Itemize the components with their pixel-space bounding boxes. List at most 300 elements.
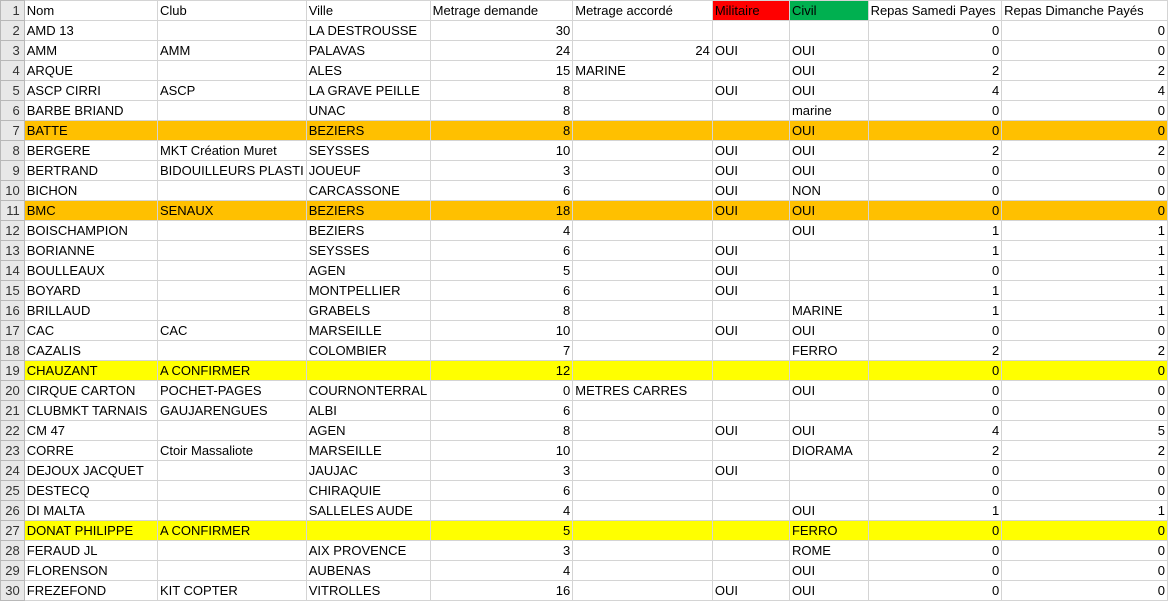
cell-repas-dimanche[interactable]: 1 [1002,241,1168,261]
cell-militaire[interactable]: OUI [712,141,789,161]
cell-repas-dimanche[interactable]: 5 [1002,421,1168,441]
cell-civil[interactable]: OUI [789,581,868,601]
cell-ville[interactable]: VITROLLES [306,581,430,601]
cell-militaire[interactable]: OUI [712,81,789,101]
cell-club[interactable] [157,461,306,481]
cell-repas-samedi[interactable]: 0 [868,161,1002,181]
cell-repas-dimanche[interactable]: 0 [1002,541,1168,561]
row-number[interactable]: 13 [1,241,25,261]
header-repas-dimanche[interactable]: Repas Dimanche Payés [1002,1,1168,21]
row-number[interactable]: 10 [1,181,25,201]
cell-ville[interactable]: BEZIERS [306,121,430,141]
cell-repas-samedi[interactable]: 0 [868,561,1002,581]
header-club[interactable]: Club [157,1,306,21]
cell-repas-dimanche[interactable]: 1 [1002,501,1168,521]
cell-club[interactable]: POCHET-PAGES [157,381,306,401]
cell-militaire[interactable] [712,221,789,241]
cell-metrage-demande[interactable]: 6 [430,401,573,421]
row-number[interactable]: 16 [1,301,25,321]
cell-nom[interactable]: DI MALTA [24,501,157,521]
cell-metrage-demande[interactable]: 7 [430,341,573,361]
cell-ville[interactable]: SEYSSES [306,241,430,261]
cell-civil[interactable]: OUI [789,381,868,401]
cell-repas-samedi[interactable]: 2 [868,441,1002,461]
cell-civil[interactable]: OUI [789,41,868,61]
cell-civil[interactable]: OUI [789,161,868,181]
cell-club[interactable] [157,421,306,441]
cell-militaire[interactable]: OUI [712,321,789,341]
cell-club[interactable] [157,21,306,41]
cell-metrage-accorde[interactable] [573,321,713,341]
cell-militaire[interactable]: OUI [712,461,789,481]
cell-club[interactable]: GAUJARENGUES [157,401,306,421]
cell-ville[interactable]: AGEN [306,421,430,441]
cell-nom[interactable]: ARQUE [24,61,157,81]
cell-ville[interactable]: JAUJAC [306,461,430,481]
cell-militaire[interactable]: OUI [712,41,789,61]
cell-ville[interactable]: JOUEUF [306,161,430,181]
cell-ville[interactable]: SEYSSES [306,141,430,161]
header-ville[interactable]: Ville [306,1,430,21]
cell-club[interactable] [157,341,306,361]
cell-metrage-demande[interactable]: 4 [430,561,573,581]
cell-civil[interactable] [789,21,868,41]
cell-repas-dimanche[interactable]: 0 [1002,401,1168,421]
cell-repas-dimanche[interactable]: 0 [1002,161,1168,181]
cell-ville[interactable]: BEZIERS [306,201,430,221]
cell-militaire[interactable] [712,521,789,541]
cell-metrage-demande[interactable]: 6 [430,181,573,201]
cell-club[interactable] [157,301,306,321]
cell-metrage-demande[interactable]: 30 [430,21,573,41]
cell-ville[interactable]: ALES [306,61,430,81]
cell-metrage-demande[interactable]: 10 [430,321,573,341]
cell-repas-dimanche[interactable]: 1 [1002,281,1168,301]
cell-repas-samedi[interactable]: 0 [868,321,1002,341]
cell-repas-dimanche[interactable]: 0 [1002,101,1168,121]
cell-nom[interactable]: BOULLEAUX [24,261,157,281]
cell-repas-samedi[interactable]: 0 [868,521,1002,541]
cell-civil[interactable]: OUI [789,81,868,101]
cell-repas-dimanche[interactable]: 1 [1002,301,1168,321]
cell-club[interactable]: CAC [157,321,306,341]
cell-ville[interactable]: COURNONTERRAL [306,381,430,401]
cell-militaire[interactable] [712,381,789,401]
cell-club[interactable] [157,221,306,241]
cell-club[interactable] [157,541,306,561]
cell-nom[interactable]: BRILLAUD [24,301,157,321]
cell-militaire[interactable]: OUI [712,281,789,301]
cell-metrage-accorde[interactable] [573,361,713,381]
row-number[interactable]: 18 [1,341,25,361]
cell-nom[interactable]: DEJOUX JACQUET [24,461,157,481]
cell-repas-dimanche[interactable]: 0 [1002,521,1168,541]
row-number[interactable]: 2 [1,21,25,41]
cell-repas-dimanche[interactable]: 0 [1002,381,1168,401]
row-number[interactable]: 25 [1,481,25,501]
cell-club[interactable] [157,561,306,581]
cell-ville[interactable]: LA DESTROUSSE [306,21,430,41]
cell-repas-samedi[interactable]: 2 [868,61,1002,81]
cell-nom[interactable]: CIRQUE CARTON [24,381,157,401]
cell-metrage-demande[interactable]: 18 [430,201,573,221]
cell-repas-samedi[interactable]: 0 [868,201,1002,221]
cell-ville[interactable]: CARCASSONE [306,181,430,201]
cell-repas-samedi[interactable]: 4 [868,421,1002,441]
cell-repas-samedi[interactable]: 0 [868,461,1002,481]
cell-metrage-accorde[interactable] [573,241,713,261]
cell-ville[interactable]: BEZIERS [306,221,430,241]
cell-militaire[interactable] [712,441,789,461]
cell-militaire[interactable] [712,121,789,141]
cell-nom[interactable]: CORRE [24,441,157,461]
cell-club[interactable]: KIT COPTER [157,581,306,601]
cell-club[interactable] [157,241,306,261]
row-number[interactable]: 5 [1,81,25,101]
cell-metrage-accorde[interactable] [573,161,713,181]
cell-metrage-demande[interactable]: 8 [430,421,573,441]
cell-metrage-accorde[interactable] [573,341,713,361]
cell-militaire[interactable] [712,301,789,321]
cell-nom[interactable]: BERTRAND [24,161,157,181]
cell-militaire[interactable]: OUI [712,181,789,201]
cell-militaire[interactable]: OUI [712,241,789,261]
cell-metrage-accorde[interactable] [573,401,713,421]
row-number[interactable]: 29 [1,561,25,581]
cell-club[interactable]: A CONFIRMER [157,361,306,381]
row-number[interactable]: 4 [1,61,25,81]
cell-militaire[interactable] [712,481,789,501]
header-repas-samedi[interactable]: Repas Samedi Payes [868,1,1002,21]
cell-metrage-accorde[interactable] [573,281,713,301]
cell-militaire[interactable]: OUI [712,581,789,601]
cell-civil[interactable]: OUI [789,141,868,161]
cell-repas-samedi[interactable]: 2 [868,141,1002,161]
row-number[interactable]: 17 [1,321,25,341]
cell-ville[interactable] [306,361,430,381]
cell-repas-samedi[interactable]: 0 [868,581,1002,601]
cell-civil[interactable]: MARINE [789,301,868,321]
cell-metrage-demande[interactable]: 3 [430,461,573,481]
cell-club[interactable] [157,121,306,141]
cell-ville[interactable]: PALAVAS [306,41,430,61]
cell-civil[interactable]: OUI [789,61,868,81]
cell-club[interactable] [157,481,306,501]
cell-metrage-accorde[interactable] [573,121,713,141]
cell-ville[interactable]: MARSEILLE [306,441,430,461]
cell-repas-samedi[interactable]: 0 [868,121,1002,141]
cell-civil[interactable] [789,401,868,421]
cell-nom[interactable]: CHAUZANT [24,361,157,381]
cell-metrage-demande[interactable]: 6 [430,481,573,501]
cell-metrage-demande[interactable]: 10 [430,141,573,161]
cell-ville[interactable]: LA GRAVE PEILLE [306,81,430,101]
cell-ville[interactable]: SALLELES AUDE [306,501,430,521]
cell-ville[interactable]: GRABELS [306,301,430,321]
row-number[interactable]: 28 [1,541,25,561]
cell-nom[interactable]: BERGERE [24,141,157,161]
cell-nom[interactable]: FLORENSON [24,561,157,581]
cell-club[interactable]: BIDOUILLEURS PLASTI [157,161,306,181]
cell-metrage-accorde[interactable] [573,101,713,121]
cell-civil[interactable]: marine [789,101,868,121]
cell-civil[interactable] [789,281,868,301]
cell-ville[interactable]: AUBENAS [306,561,430,581]
cell-repas-dimanche[interactable]: 0 [1002,181,1168,201]
cell-metrage-demande[interactable]: 8 [430,81,573,101]
cell-metrage-demande[interactable]: 4 [430,501,573,521]
cell-club[interactable] [157,501,306,521]
cell-civil[interactable]: OUI [789,561,868,581]
cell-repas-samedi[interactable]: 1 [868,281,1002,301]
cell-nom[interactable]: AMD 13 [24,21,157,41]
cell-repas-dimanche[interactable]: 0 [1002,561,1168,581]
cell-civil[interactable]: ROME [789,541,868,561]
row-number[interactable]: 22 [1,421,25,441]
cell-repas-samedi[interactable]: 1 [868,301,1002,321]
cell-metrage-demande[interactable]: 5 [430,521,573,541]
header-metrage-demande[interactable]: Metrage demande [430,1,573,21]
cell-ville[interactable]: ALBI [306,401,430,421]
cell-repas-dimanche[interactable]: 0 [1002,41,1168,61]
cell-metrage-accorde[interactable] [573,81,713,101]
row-number[interactable]: 7 [1,121,25,141]
cell-repas-dimanche[interactable]: 1 [1002,221,1168,241]
row-number[interactable]: 12 [1,221,25,241]
cell-metrage-accorde[interactable] [573,581,713,601]
row-number[interactable]: 30 [1,581,25,601]
cell-repas-samedi[interactable]: 0 [868,101,1002,121]
cell-repas-dimanche[interactable]: 0 [1002,361,1168,381]
cell-club[interactable]: SENAUX [157,201,306,221]
cell-club[interactable]: MKT Création Muret [157,141,306,161]
cell-civil[interactable] [789,261,868,281]
cell-militaire[interactable] [712,501,789,521]
header-nom[interactable]: Nom [24,1,157,21]
cell-repas-dimanche[interactable]: 0 [1002,21,1168,41]
cell-militaire[interactable] [712,401,789,421]
cell-metrage-accorde[interactable] [573,21,713,41]
cell-metrage-demande[interactable]: 24 [430,41,573,61]
cell-ville[interactable] [306,521,430,541]
cell-repas-dimanche[interactable]: 0 [1002,201,1168,221]
cell-ville[interactable]: UNAC [306,101,430,121]
cell-metrage-accorde[interactable] [573,201,713,221]
cell-nom[interactable]: DESTECQ [24,481,157,501]
cell-metrage-accorde[interactable] [573,441,713,461]
cell-repas-samedi[interactable]: 2 [868,341,1002,361]
cell-metrage-accorde[interactable] [573,501,713,521]
cell-repas-samedi[interactable]: 0 [868,261,1002,281]
cell-militaire[interactable] [712,61,789,81]
row-number[interactable]: 14 [1,261,25,281]
cell-repas-samedi[interactable]: 0 [868,181,1002,201]
row-number[interactable]: 15 [1,281,25,301]
cell-nom[interactable]: AMM [24,41,157,61]
cell-metrage-accorde[interactable] [573,141,713,161]
cell-repas-samedi[interactable]: 0 [868,481,1002,501]
cell-metrage-accorde[interactable] [573,521,713,541]
cell-repas-samedi[interactable]: 0 [868,361,1002,381]
cell-repas-samedi[interactable]: 0 [868,381,1002,401]
cell-metrage-demande[interactable]: 6 [430,241,573,261]
cell-civil[interactable]: OUI [789,421,868,441]
cell-repas-dimanche[interactable]: 1 [1002,261,1168,281]
cell-ville[interactable]: MARSEILLE [306,321,430,341]
cell-civil[interactable] [789,481,868,501]
cell-repas-dimanche[interactable]: 2 [1002,341,1168,361]
cell-repas-samedi[interactable]: 0 [868,21,1002,41]
cell-repas-samedi[interactable]: 0 [868,541,1002,561]
cell-civil[interactable]: OUI [789,121,868,141]
cell-militaire[interactable] [712,541,789,561]
row-number[interactable]: 3 [1,41,25,61]
cell-repas-dimanche[interactable]: 4 [1002,81,1168,101]
cell-nom[interactable]: BOYARD [24,281,157,301]
cell-club[interactable] [157,101,306,121]
cell-nom[interactable]: CAC [24,321,157,341]
cell-club[interactable]: Ctoir Massaliote [157,441,306,461]
cell-civil[interactable]: DIORAMA [789,441,868,461]
cell-ville[interactable]: COLOMBIER [306,341,430,361]
cell-ville[interactable]: AIX PROVENCE [306,541,430,561]
cell-repas-dimanche[interactable]: 2 [1002,441,1168,461]
cell-club[interactable]: AMM [157,41,306,61]
cell-metrage-accorde[interactable] [573,181,713,201]
row-number[interactable]: 20 [1,381,25,401]
cell-metrage-accorde[interactable] [573,221,713,241]
cell-metrage-demande[interactable]: 0 [430,381,573,401]
header-militaire[interactable]: Militaire [712,1,789,21]
cell-ville[interactable]: AGEN [306,261,430,281]
cell-militaire[interactable]: OUI [712,201,789,221]
cell-civil[interactable]: OUI [789,221,868,241]
cell-metrage-demande[interactable]: 8 [430,301,573,321]
cell-civil[interactable]: FERRO [789,521,868,541]
cell-metrage-accorde[interactable] [573,461,713,481]
cell-metrage-accorde[interactable] [573,421,713,441]
cell-nom[interactable]: BATTE [24,121,157,141]
cell-militaire[interactable]: OUI [712,261,789,281]
cell-metrage-demande[interactable]: 16 [430,581,573,601]
cell-nom[interactable]: CAZALIS [24,341,157,361]
cell-club[interactable] [157,61,306,81]
cell-militaire[interactable]: OUI [712,161,789,181]
header-civil[interactable]: Civil [789,1,868,21]
cell-metrage-accorde[interactable] [573,561,713,581]
row-number[interactable]: 21 [1,401,25,421]
cell-civil[interactable]: NON [789,181,868,201]
cell-civil[interactable] [789,361,868,381]
cell-militaire[interactable] [712,101,789,121]
cell-nom[interactable]: BICHON [24,181,157,201]
cell-club[interactable] [157,281,306,301]
cell-repas-dimanche[interactable]: 0 [1002,581,1168,601]
row-number[interactable]: 6 [1,101,25,121]
row-number[interactable]: 8 [1,141,25,161]
cell-nom[interactable]: BARBE BRIAND [24,101,157,121]
cell-metrage-accorde[interactable]: 24 [573,41,713,61]
cell-metrage-accorde[interactable] [573,301,713,321]
cell-club[interactable]: ASCP [157,81,306,101]
row-number[interactable]: 26 [1,501,25,521]
cell-repas-samedi[interactable]: 1 [868,241,1002,261]
cell-metrage-demande[interactable]: 8 [430,101,573,121]
cell-metrage-demande[interactable]: 3 [430,161,573,181]
cell-repas-dimanche[interactable]: 2 [1002,61,1168,81]
cell-civil[interactable]: OUI [789,501,868,521]
cell-repas-samedi[interactable]: 1 [868,221,1002,241]
cell-repas-dimanche[interactable]: 0 [1002,481,1168,501]
cell-nom[interactable]: CLUBMKT TARNAIS [24,401,157,421]
cell-metrage-demande[interactable]: 5 [430,261,573,281]
cell-metrage-demande[interactable]: 10 [430,441,573,461]
cell-club[interactable] [157,261,306,281]
cell-ville[interactable]: MONTPELLIER [306,281,430,301]
cell-repas-samedi[interactable]: 0 [868,41,1002,61]
cell-metrage-accorde[interactable] [573,261,713,281]
cell-nom[interactable]: BOISCHAMPION [24,221,157,241]
cell-civil[interactable]: OUI [789,201,868,221]
cell-militaire[interactable] [712,341,789,361]
row-number[interactable]: 24 [1,461,25,481]
header-metrage-accorde[interactable]: Metrage accordé [573,1,713,21]
cell-ville[interactable]: CHIRAQUIE [306,481,430,501]
cell-civil[interactable] [789,241,868,261]
cell-club[interactable]: A CONFIRMER [157,521,306,541]
cell-nom[interactable]: FREZEFOND [24,581,157,601]
cell-repas-samedi[interactable]: 1 [868,501,1002,521]
cell-metrage-accorde[interactable]: MARINE [573,61,713,81]
cell-repas-samedi[interactable]: 4 [868,81,1002,101]
cell-repas-dimanche[interactable]: 0 [1002,321,1168,341]
cell-militaire[interactable] [712,561,789,581]
cell-metrage-accorde[interactable]: METRES CARRES [573,381,713,401]
row-number[interactable]: 9 [1,161,25,181]
row-number[interactable]: 19 [1,361,25,381]
cell-metrage-demande[interactable]: 6 [430,281,573,301]
cell-nom[interactable]: BMC [24,201,157,221]
cell-metrage-demande[interactable]: 8 [430,121,573,141]
cell-metrage-demande[interactable]: 15 [430,61,573,81]
cell-metrage-demande[interactable]: 4 [430,221,573,241]
cell-nom[interactable]: FERAUD JL [24,541,157,561]
row-number[interactable]: 11 [1,201,25,221]
cell-club[interactable] [157,181,306,201]
cell-nom[interactable]: BORIANNE [24,241,157,261]
cell-militaire[interactable] [712,361,789,381]
cell-repas-dimanche[interactable]: 0 [1002,461,1168,481]
cell-civil[interactable]: FERRO [789,341,868,361]
cell-repas-samedi[interactable]: 0 [868,401,1002,421]
cell-nom[interactable]: DONAT PHILIPPE [24,521,157,541]
cell-repas-dimanche[interactable]: 0 [1002,121,1168,141]
cell-metrage-accorde[interactable] [573,541,713,561]
cell-metrage-demande[interactable]: 3 [430,541,573,561]
cell-repas-dimanche[interactable]: 2 [1002,141,1168,161]
row-number[interactable]: 23 [1,441,25,461]
row-number[interactable]: 27 [1,521,25,541]
cell-militaire[interactable]: OUI [712,421,789,441]
cell-civil[interactable]: OUI [789,321,868,341]
cell-militaire[interactable] [712,21,789,41]
cell-metrage-demande[interactable]: 12 [430,361,573,381]
cell-metrage-accorde[interactable] [573,481,713,501]
cell-nom[interactable]: ASCP CIRRI [24,81,157,101]
cell-nom[interactable]: CM 47 [24,421,157,441]
cell-civil[interactable] [789,461,868,481]
row-number[interactable]: 1 [1,1,25,21]
